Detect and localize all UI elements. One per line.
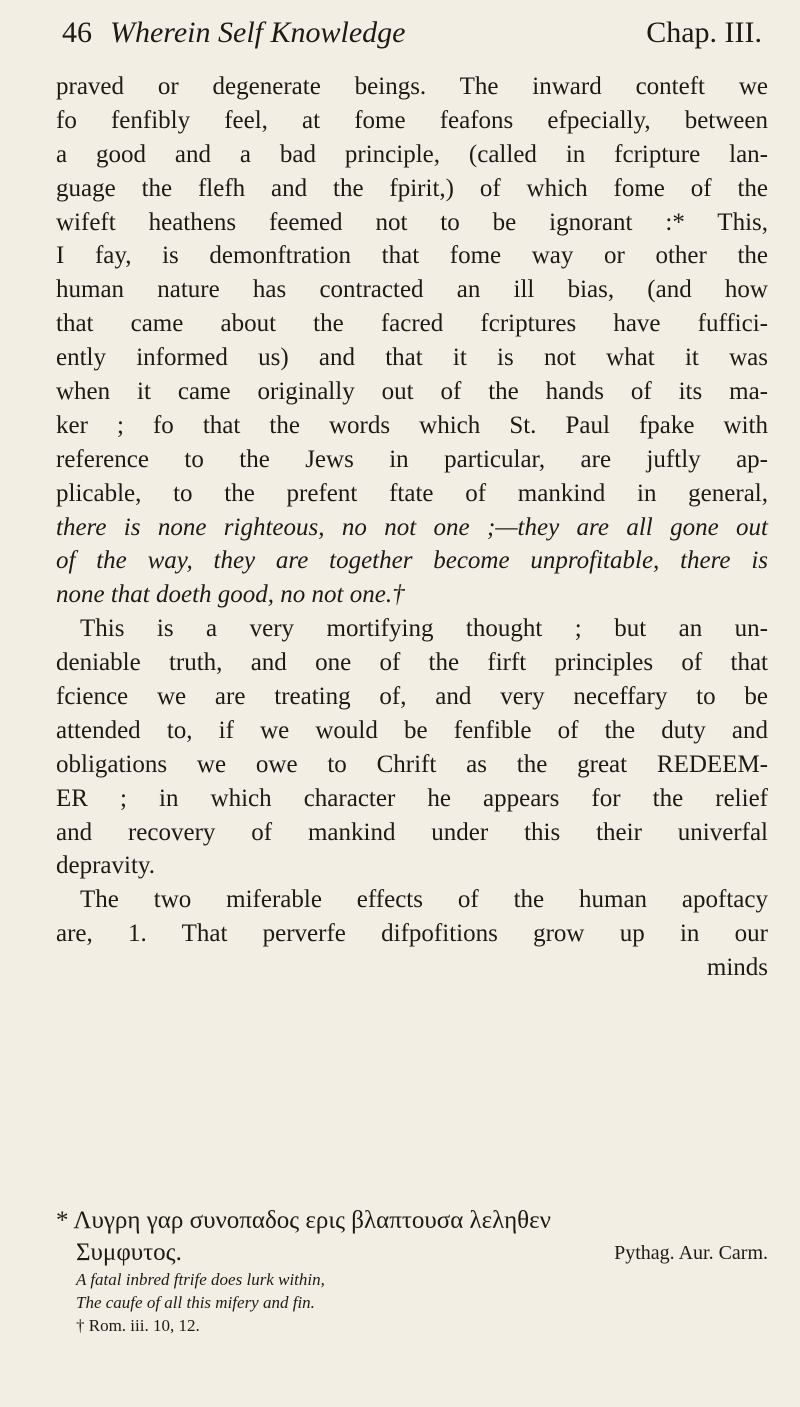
text-line: a good and a bad principle, (called in fcripture lan-	[56, 140, 768, 168]
footnote-greek-line-2	[56, 1238, 768, 1268]
text-line: The two miferable effects of the human apoftacy	[80, 886, 768, 914]
text-line: reference to the Jews in particular, are juftly ap-	[56, 445, 768, 473]
chapter-label: Chap. III.	[646, 16, 762, 49]
footnote-translation-1: A fatal inbred ftrife does lurk within,	[76, 1270, 325, 1289]
text-line: fo fenfibly feel, at fome feafons efpecially, between	[56, 106, 768, 134]
page-number: 46	[62, 16, 92, 49]
text-line: none that doeth good, no not one.†	[56, 581, 405, 609]
text-line: ER ; in which character he appears for the relief	[56, 784, 768, 812]
body-text	[56, 70, 768, 985]
text-line: guage the flefh and the fpirit,) of which fome of the	[56, 174, 768, 202]
footnote-reference: † Rom. iii. 10, 12.	[76, 1316, 200, 1335]
footnote-greek-line-1: * Λυγρη γαρ συνοπαδος ερις βλαπτουσα λεληθεν	[56, 1207, 551, 1234]
text-line: and recovery of mankind under this their univerfal	[56, 818, 768, 846]
text-line: ently informed us) and that it is not what it was	[56, 344, 768, 372]
text-line: I fay, is demonftration that fome way or other the	[56, 242, 768, 270]
text-line: attended to, if we would be fenfible of the duty and	[56, 716, 768, 744]
text-line: depravity.	[56, 852, 156, 880]
footnote-citation: Pythag. Aur. Carm.	[614, 1242, 768, 1264]
running-header	[62, 16, 762, 60]
text-line: human nature has contracted an ill bias, (and how	[56, 276, 768, 304]
text-line: plicable, to the prefent ftate of mankind in general,	[56, 479, 768, 507]
text-line: wifeft heathens feemed not to be ignorant :* This,	[56, 208, 768, 236]
text-line: there is none righteous, no not one ;—they are all gone out	[56, 513, 768, 541]
running-title: Wherein Self Knowledge	[110, 16, 406, 49]
text-line: that came about the facred fcriptures have fuffici-	[56, 310, 768, 338]
footnote-translation-2: The caufe of all this mifery and fin.	[76, 1293, 315, 1312]
text-line: fcience we are treating of, and very neceffary to be	[56, 683, 768, 711]
text-line: of the way, they are together become unprofitable, there is	[56, 547, 768, 575]
text-line: obligations we owe to Chrift as the great REDEEM-	[56, 750, 768, 778]
text-line: minds	[706, 954, 768, 982]
text-line: are, 1. That perverfe difpofitions grow up in our	[56, 920, 768, 948]
footnote-greek-word: Συμφυτος.	[76, 1239, 182, 1266]
text-line: This is a very mortifying thought ; but an un-	[80, 615, 768, 643]
text-line: when it came originally out of the hands of its ma-	[56, 378, 768, 406]
footnotes	[56, 1204, 768, 1337]
text-line: deniable truth, and one of the firft principles of that	[56, 649, 768, 677]
text-line: ker ; fo that the words which St. Paul fpake with	[56, 411, 768, 439]
text-line: praved or degenerate beings. The inward conteft we	[56, 73, 768, 100]
